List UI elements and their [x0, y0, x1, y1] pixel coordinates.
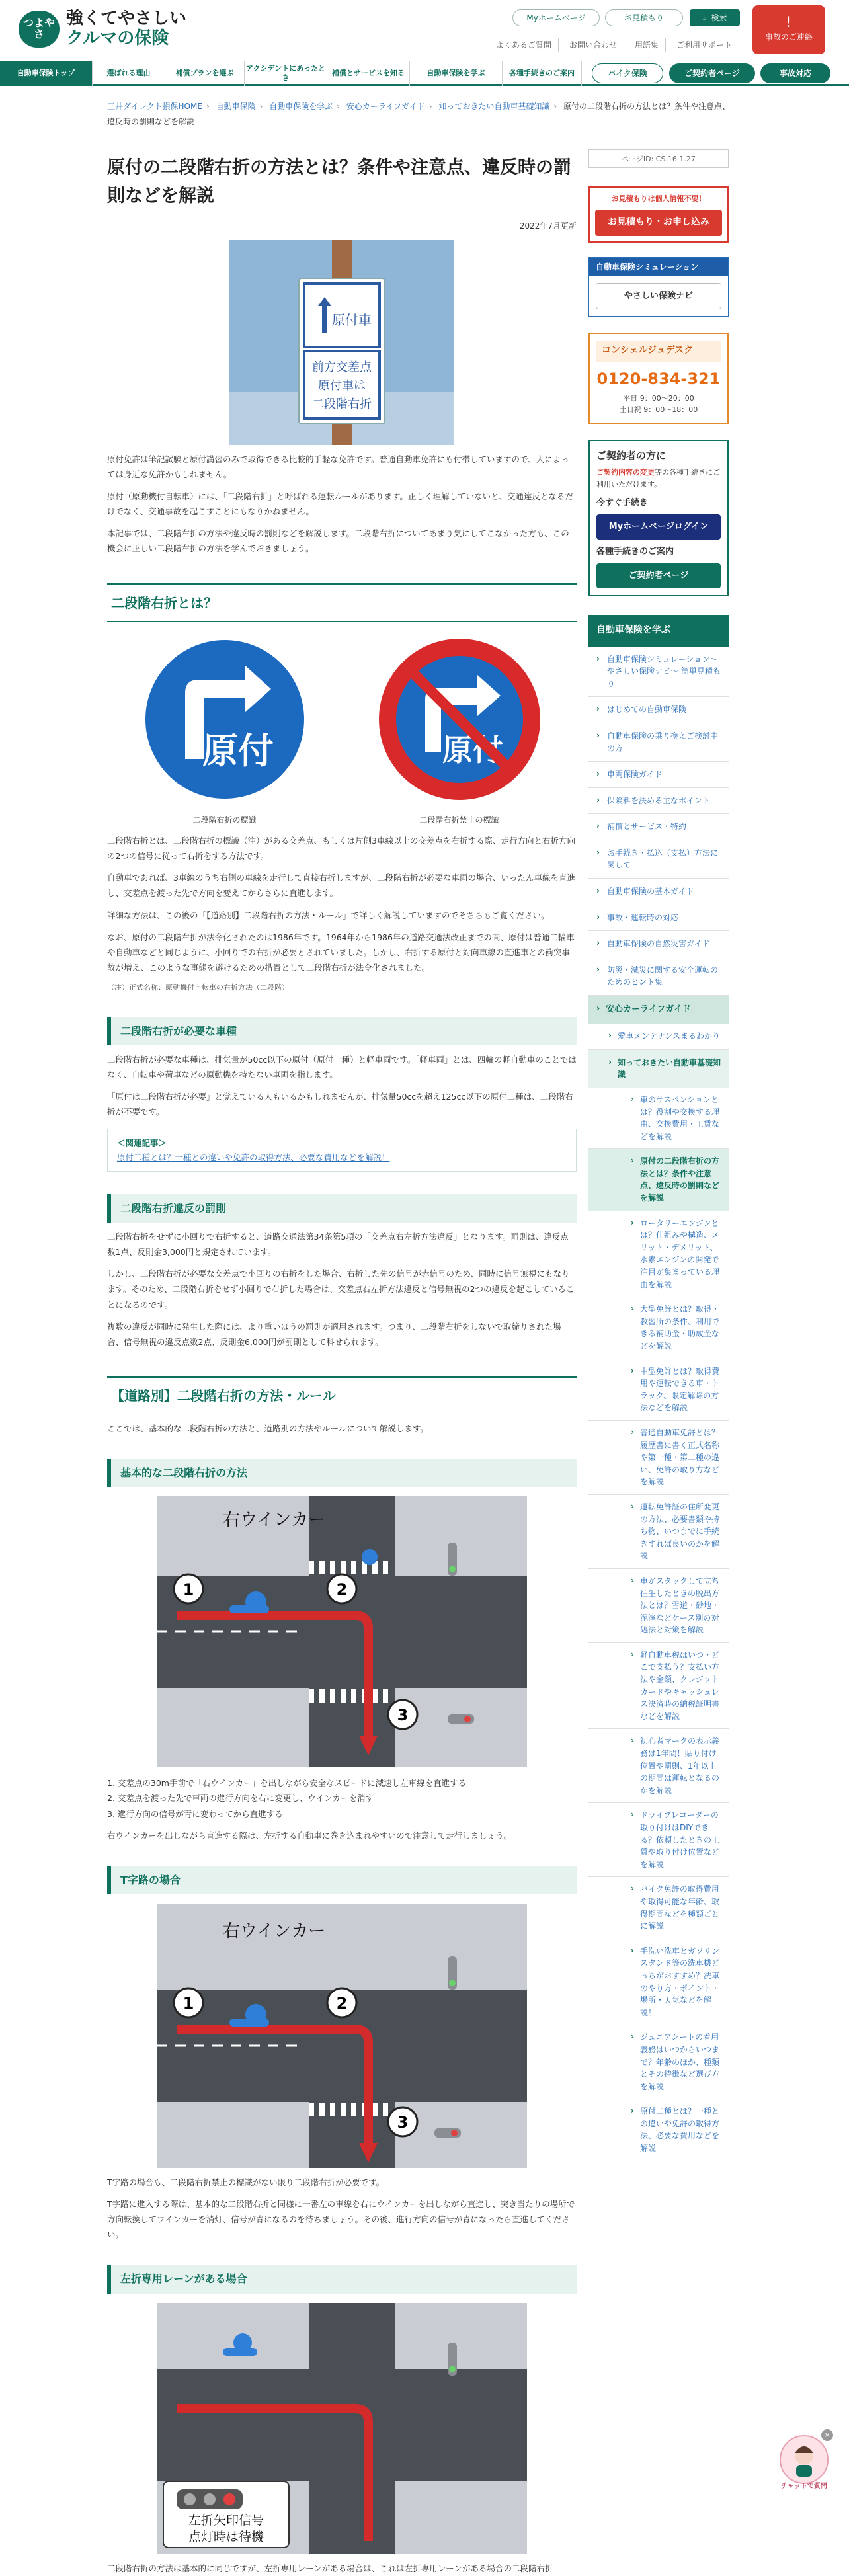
nav-item-learn[interactable]: 自動車保険を学ぶ: [410, 61, 503, 86]
side-menu-item[interactable]: › 防災・減災に関する安全運転のためのヒント集: [588, 957, 729, 996]
nav-item-procedures[interactable]: 各種手続きのご案内: [503, 61, 582, 86]
sign-figure-1: [139, 633, 311, 826]
basic-step-1: 1. 交差点の30m手前で「右ウインカー」を出しながら安全なスピードに減速し左車線を直進する: [107, 1778, 467, 1789]
side-menu-item[interactable]: › 自動車保険の自然災害ガイド: [588, 931, 729, 957]
basic-step-2: 2. 交差点を渡った先で車両の進行方向を右に変更し、ウインカーを消す: [107, 1793, 374, 1804]
breadcrumb-auto[interactable]: 自動車保険: [216, 102, 256, 111]
subsection-heading: 二段階右折違反の罰則: [107, 1194, 577, 1223]
side-menu: [588, 615, 729, 2161]
svg-text:点灯時は待機: 点灯時は待機: [188, 2529, 264, 2544]
side-menu-leaf[interactable]: › ドライブレコーダーの取り付けはDIYできる？依頼したときの工賃や取り付け位置などを解説: [588, 1803, 729, 1877]
hours-weekend: 土日祝 9：00～18：00: [619, 405, 698, 415]
side-menu-leaf[interactable]: › 軽自動車税はいつ・どこで支払う？支払い方法や金額、クレジットカードやキャッシュレス決済時の納税証明書などを解説: [588, 1643, 729, 1730]
section-heading: 【道路別】二段階右折の方法・ルール: [107, 1376, 577, 1414]
side-menu-leaf[interactable]: › 手洗い洗車とガソリンスタンド等の洗車機どっちがおすすめ？洗車のやり方・ポイント・場所・天気などを解説！: [588, 1939, 729, 2026]
contact-link[interactable]: お問い合わせ: [563, 38, 624, 52]
side-menu-leaf-current[interactable]: › 原付の二段階右折の方法とは？条件や注意点、違反時の罰則などを解説: [588, 1149, 729, 1211]
svg-text:二段階右折: 二段階右折: [312, 397, 372, 411]
side-menu-item[interactable]: › 補償とサービス・特約: [588, 814, 729, 840]
breadcrumb-guide[interactable]: 安心カーライフガイド: [346, 102, 425, 111]
left-turn-lane-diagram: [157, 2303, 527, 2554]
chat-label: チャットで質問: [781, 2483, 827, 2490]
search-button[interactable]: ⌕ 検索: [690, 9, 740, 26]
site-header: [0, 0, 849, 66]
s2-para-1: 二段階右折が必要な車種は、排気量が50cc以下の原付（原付一種）と軽車両です。「軽車両」とは、四輪の軽自動車のことではなく、自転車や荷車などの原動機を持たない車両を指します。: [107, 1054, 577, 1080]
svg-text:原付車は: 原付車は: [318, 378, 366, 393]
accident-contact-button[interactable]: ! 事故のご連絡: [752, 5, 825, 54]
s3-para-2: しかし、二段階右折が必要な交差点で小回りの右折をした場合、右折した先の信号が赤信号のため、同時に信号無視にもなります。そのため、二段階右折をせず小回りで右折した場合は、交差点右左折方法違反と信号無視の2つの違反を起こしていることになるのです。: [107, 1269, 575, 1310]
intro-para-3: 本記事では、二段階右折の方法や違反時の罰則などを解説します。二段階右折についてあまり気にしてこなかった方も、この機会に正しい二段階右折の方法を学んでおきましょう。: [107, 528, 569, 554]
sign-figure-2: [374, 633, 546, 826]
svg-text:原付: 原付: [442, 731, 503, 768]
s1-para-3: 詳細な方法は、この後の「【道路別】二段階右折の方法・ルール」で詳しく解説していますのでそちらもご覧ください。: [107, 910, 549, 920]
svg-text:原付: 原付: [202, 729, 274, 772]
side-menu-item[interactable]: › 事故・運転時の対応: [588, 905, 729, 932]
close-icon[interactable]: ×: [821, 2429, 833, 2441]
svg-text:1: 1: [182, 1580, 194, 1599]
s6-para-1: T字路の場合も、二段階右折禁止の標識がない限り二段階右折が必要です。: [107, 2177, 385, 2187]
site-logo[interactable]: [19, 9, 186, 49]
svg-text:2: 2: [336, 1580, 348, 1599]
subsection-heading: T字路の場合: [107, 1866, 577, 1894]
side-menu-item[interactable]: › お手続き・払込（支払）方法に関して: [588, 840, 729, 879]
quote-box: [588, 186, 729, 243]
faq-link[interactable]: よくあるご質問: [489, 38, 559, 52]
s6-para-2: T字路に進入する際は、基本的な二段階右折と同様に一番左の車線を右にウインカーを出しながら直進し、突き当たりの場所で方向転換してウインカーを消灯、信号が青になるのを待ちましょう。その後、進行方向の信号が青になったら直進してください。: [107, 2199, 575, 2240]
side-menu-leaf[interactable]: › ロータリーエンジンとは？仕組みや構造、メリット・デメリット、水素エンジンの開発で注目が集まっている理由を解説: [588, 1211, 729, 1298]
side-menu-leaf[interactable]: › 原付二種とは？一種との違いや免許の取得方法、必要な費用などを解説: [588, 2099, 729, 2161]
procedures-label: 各種手続きのご案内: [596, 546, 674, 557]
breadcrumb-home[interactable]: 三井ダイレクト損保HOME: [107, 102, 202, 111]
nav-item-top[interactable]: 自動車保険トップ: [0, 61, 93, 86]
side-menu-leaf[interactable]: › 車がスタックして立ち往生したときの脱出方法とは？雪道・砂地・泥濘などケース別の対処法と対策を解説: [588, 1569, 729, 1643]
phone-number[interactable]: 0120-834-321: [596, 369, 721, 388]
side-menu-item[interactable]: › はじめての自動車保険: [588, 697, 729, 723]
logo-line2: クルマの保険: [66, 28, 169, 48]
search-icon: ⌕: [702, 13, 708, 22]
side-menu-leaf[interactable]: › 初心者マークの表示義務は1年間！貼り付け位置や罰則、1年以上の期間は運転となるのかを解説: [588, 1729, 729, 1803]
s1-para-1: 二段階右折とは、二段階右折の標識（注）がある交差点、もしくは片側3車線以上の交差点を右折する際、走行方向と右折方向の2つの信号に従って右折をする方法です。: [107, 836, 575, 862]
side-menu-basics[interactable]: › 知っておきたい自動車基礎知識: [588, 1050, 729, 1088]
svg-text:2: 2: [336, 1993, 348, 2013]
section-heading: 二段階右折とは？: [107, 583, 577, 622]
side-menu-heading: 自動車保険を学ぶ: [588, 615, 729, 647]
svg-text:3: 3: [397, 2113, 409, 2132]
simulation-heading: 自動車保険シミュレーション: [589, 258, 728, 276]
concierge-heading: コンシェルジュデスク: [596, 341, 721, 362]
intro-para-1: 原付免許は筆記試験と原付講習のみで取得できる比較的手軽な免許です。普通自動車免許にも付帯していますので、人によっては身近な免許かもしれません。: [107, 454, 569, 479]
sign-figures: [107, 633, 577, 826]
blinker-label: 右ウインカー: [223, 1510, 326, 1531]
hero-sign-top: 原付車: [332, 311, 372, 328]
nav-accident-button[interactable]: 事故対応: [760, 63, 830, 83]
s3-para-1: 二段階右折をせずに小回りで右折すると、道路交通法第34条第5項の「交差点右左折方法違反」となります。罰則は、違反点数1点、反則金3,000円と規定されています。: [107, 1232, 569, 1258]
s1-note: （注）正式名称：原動機付自転車の右折方法（二段階）: [107, 983, 289, 992]
side-menu-leaf[interactable]: › 車のサスペンションとは？役割や交換する理由、交換費用・工賃などを解説: [588, 1088, 729, 1149]
breadcrumb-learn[interactable]: 自動車保険を学ぶ: [269, 102, 333, 111]
side-menu-item[interactable]: › 自動車保険シミュレーション〜やさしい保険ナビ〜 簡単見積もり: [588, 647, 729, 698]
side-menu-item[interactable]: › 自動車保険の基本ガイド: [588, 879, 729, 905]
s5-para: 右ウインカーを出しながら直進する際は、左折する自動車に巻き込まれやすいので注意して走行しましょう。: [107, 1830, 512, 1841]
nav-item-services[interactable]: 補償とサービスを知る: [327, 61, 410, 86]
subsection-heading: 左折専用レーンがある場合: [107, 2265, 577, 2293]
hours-weekday: 平日 9：00～20：00: [623, 393, 694, 403]
quote-button[interactable]: お見積もり: [605, 9, 683, 26]
svg-text:3: 3: [397, 1706, 409, 1725]
update-date: 2022年7月更新: [519, 221, 577, 231]
logo-mark: つよやさ: [19, 11, 60, 48]
sidebar: [588, 145, 729, 2161]
page-title: 原付の二段階右折の方法とは？条件や注意点、違反時の罰則などを解説: [107, 157, 571, 207]
insurance-navi-button[interactable]: やさしい保険ナビ: [596, 283, 721, 309]
page-id: ページID: CS.16.1.27: [588, 149, 729, 168]
side-menu-leaf[interactable]: › 中型免許とは？取得費用や運転できる車・トラック、限定解除の方法などを解説: [588, 1359, 729, 1421]
subsection-heading: 基本的な二段階右折の方法: [107, 1459, 577, 1487]
hero-sign-photo: [229, 240, 454, 445]
side-menu-leaf[interactable]: › 運転免許証の住所変更の方法、必要書類や持ち物、いつまでに手続きすれば良いのかを解説: [588, 1495, 729, 1569]
blinker-label: 右ウインカー: [223, 1921, 326, 1941]
sign-1-caption: 二段階右折の標識: [192, 815, 257, 825]
side-menu-item[interactable]: › 保険料を決める主なポイント: [588, 788, 729, 815]
nav-item-accident[interactable]: アクシデントにあったとき: [245, 61, 327, 86]
contractor-page-button[interactable]: ご契約者ページ: [596, 563, 721, 588]
side-menu-leaf[interactable]: › ジュニアシートの着用義務はいつからいつまで？年齢のほか、種類とその特徴など選び方を解説: [588, 2025, 729, 2099]
side-menu-leaf[interactable]: › バイク免許の取得費用や取得可能な年齢、取得期間などを種類ごとに解説: [588, 1877, 729, 1939]
article: [107, 145, 577, 2576]
related-label: ＜関連記事＞: [117, 1138, 167, 1148]
logo-line1: 強くてやさしい: [66, 9, 187, 28]
nav-bike-button[interactable]: バイク保険: [592, 63, 663, 83]
mypage-button[interactable]: Myホームページ: [512, 9, 600, 26]
global-nav: [0, 61, 849, 86]
nav-item-plans[interactable]: 補償プランを選ぶ: [165, 61, 245, 86]
side-menu-item[interactable]: › 自動車保険の乗り換えご検討中の方: [588, 723, 729, 762]
t-junction-diagram: [157, 1904, 527, 2168]
sign-2-caption: 二段階右折禁止の標識: [419, 815, 499, 825]
side-menu-item[interactable]: › 車両保険ガイド: [588, 762, 729, 788]
s1-para-2: 自動車であれば、3車線のうち右側の車線を走行して直接右折しますが、二段階右折が必要な車両の場合、いったん車線を直進し、交差点を渡った先で方向を変えてからさらに直進します。: [107, 873, 575, 899]
alert-icon: !: [786, 14, 792, 31]
s3-para-3: 複数の違反が同時に発生した際には、より重いほうの罰則が適用されます。つまり、二段階右折をしないで取締りされた場合、信号無視の違反点数2点、反則金6,000円が罰則として科せられます。: [107, 1321, 561, 1347]
concierge-box: [588, 333, 729, 424]
contractor-heading: ご契約者の方に: [596, 449, 667, 462]
nav-item-reasons[interactable]: 選ばれる理由: [93, 61, 165, 86]
related-article-link[interactable]: 原付二種とは？一種との違いや免許の取得方法、必要な費用などを解説！: [117, 1152, 390, 1162]
quote-note: お見積もりは個人情報不要！: [611, 194, 706, 203]
side-menu-maintenance[interactable]: › 愛車メンテナンスまるわかり: [588, 1024, 729, 1050]
intro-para-2: 原付（原動機付自転車）には、「二段階右折」と呼ばれる運転ルールがあります。正しく理解していないと、交通違反となるだけでなく、交通事故を起こすことにもなりかねません。: [107, 491, 574, 517]
chat-widget[interactable]: [778, 2433, 830, 2493]
side-menu-guide[interactable]: › 安心カーライフガイド: [588, 996, 729, 1024]
glossary-link[interactable]: 用語集: [628, 38, 666, 52]
breadcrumb-basics[interactable]: 知っておきたい自動車基礎知識: [438, 102, 550, 111]
simulation-box: [588, 257, 729, 317]
related-article-box: [107, 1129, 577, 1172]
side-menu-leaf[interactable]: › 大型免許とは？取得・教習所の条件、利用できる補助金・助成金などを解説: [588, 1297, 729, 1359]
svg-text:1: 1: [182, 1993, 194, 2013]
svg-text:左折矢印信号: 左折矢印信号: [188, 2513, 264, 2528]
s2-para-2: 「原付は二段階右折が必要」と覚えている人もいるかもしれませんが、排気量50ccを超え125cc以下の原付二種は、二段階右折が不要です。: [107, 1092, 573, 1117]
no-two-step-turn-sign: [374, 633, 546, 805]
s7-para: 二段階右折の方法は基本的に同じですが、左折専用レーンがある場合は、これは左折専用レーンがある場合の二段階右折: [107, 2563, 553, 2573]
subsection-heading: 二段階右折が必要な車種: [107, 1017, 577, 1045]
now-procedure-label: 今すぐ手続き: [596, 497, 649, 508]
breadcrumb-current: 原付の二段階右折の方法とは？条件や注意点、違反時の罰則などを解説: [107, 102, 731, 126]
basic-step-3: 3. 進行方向の信号が青に変わってから直進する: [107, 1808, 283, 1819]
two-step-turn-sign: [139, 633, 311, 805]
mypage-login-button[interactable]: Myホームページログイン: [596, 514, 721, 540]
side-menu-leaf[interactable]: › 普通自動車免許とは？履歴書に書く正式名称や第一種・第二種の違い、免許の取り方などを解説: [588, 1421, 729, 1495]
breadcrumb: 三井ダイレクト損保HOME › 自動車保険 › 自動車保険を学ぶ › 安心カーライフガイド › 知っておきたい自動車基礎知識 › 原付の二段階右折の方法とは？条件や注意点、違反時の罰則などを解説: [107, 102, 731, 126]
s4-para: ここでは、基本的な二段階右折の方法と、道路別の方法やルールについて解説します。: [107, 1423, 429, 1433]
svg-text:前方交差点: 前方交差点: [312, 360, 372, 374]
quote-apply-button[interactable]: お見積もり・お申し込み: [595, 210, 722, 236]
header-links: [489, 38, 739, 52]
nav-contractor-button[interactable]: ご契約者ページ: [669, 63, 755, 83]
basic-turn-diagram: [157, 1496, 527, 1767]
s1-para-4: なお、原付の二段階右折が法令化されたのは1986年です。1964年から1986年の道路交通法改正までの間、原付は普通二輪車や自動車などと同じように、小回りでの右折が必要とされていました。しかし、右折する原付と対向車線の直進車との衝突事故が増え、このような事態を避けるための措置として二段階右折が法令化されました。: [107, 932, 575, 973]
contractor-box: ご契約者の方に ご契約内容の変更等の各種手続きにご利用いただけます。 今すぐ手続き Myホームページログイン 各種手続きのご案内 ご契約者ページ: [588, 440, 729, 596]
support-link[interactable]: ご利用サポート: [676, 40, 733, 50]
